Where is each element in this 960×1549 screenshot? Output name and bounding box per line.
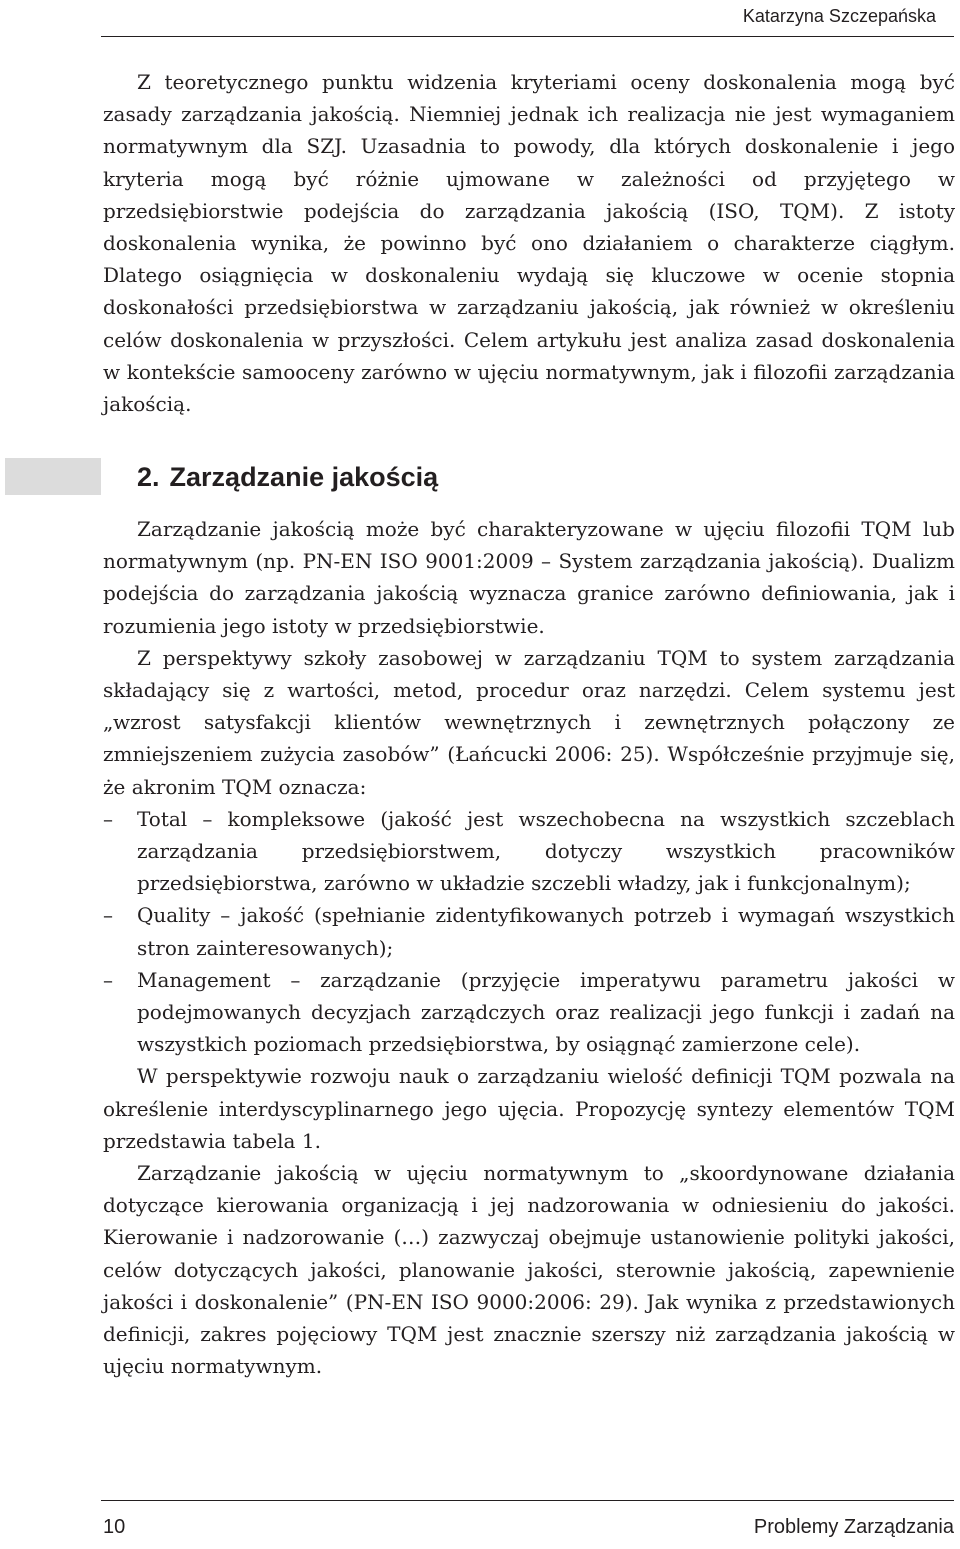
list-item xyxy=(103,964,955,1061)
list-dash: – xyxy=(103,967,113,992)
header-rule xyxy=(101,36,954,37)
list-dash: – xyxy=(103,806,113,831)
tqm-acronym-list xyxy=(103,803,955,1061)
section-paragraph: Zarządzanie jakością w ujęciu normatywnym to „skoordynowane działania dotyczące kierowania organizacją i jej nadzorowania w odniesieniu do jakości. Kierowanie i nadzorowanie (…) zazwyczaj obejmuje ustanowienie polityki jakości, celów dotyczących jakości, planowanie jakości, sterownie jakością, zapewnienie jakości i doskonalenie” (PN-EN ISO 9000:2006: 29). Jak wynika z przedstawionych definicji, zakres pojęciowy TQM jest znacznie szerszy niż zarządzania jakością w ujęciu normatywnym. xyxy=(103,1161,955,1379)
section-heading xyxy=(137,460,438,494)
intro-paragraph: Z teoretycznego punktu widzenia kryteriami oceny doskonalenia mogą być zasady zarządzania jakością. Niemniej jednak ich realizacja nie jest wymaganiem normatywnym dla SZJ. Uzasadnia to powody, dla których doskonalenie i jego kryteria mogą być różnie ujmowane w zależności od przyjętego w przedsiębiorstwie podejścia do zarządzania jakością (ISO, TQM). Z istoty doskonalenia wynika, że powinno być ono działaniem o charakterze ciągłym. Dlatego osiągnięcia w doskonaleniu wydają się kluczowe w ocenie stopnia doskonałości przedsiębiorstwa w zarządzaniu jakością, jak również w określeniu celów doskonalenia w przyszłości. Celem artykułu jest analiza zasad doskonalenia w kontekście samooceny zarówno w ujęciu normatywnym, jak i filozofii zarządzania jakością. xyxy=(103,70,955,417)
section-paragraph: Zarządzanie jakością może być charakteryzowane w ujęciu filozofii TQM lub normatywnym (np. PN-EN ISO 9001:2009 – System zarządzania jakością). Dualizm podejścia do zarządzania jakością wyznacza granice zarówno definiowania, jak i rozumienia jego istoty w przedsiębiorstwie. xyxy=(103,517,955,638)
section-paragraph: Z perspektywy szkoły zasobowej w zarządzaniu TQM to system zarządzania składający się z wartości, metod, procedur oraz narzędzi. Celem systemu jest „wzrost satysfakcji klientów wewnętrznych i zewnętrznych połączony ze zmniejszeniem zużycia zasobów” (Łańcucki 2006: 25). Współcześnie przyjmuje się, że akronim TQM oznacza: xyxy=(103,645,955,799)
section-title: Zarządzanie jakością xyxy=(169,462,439,492)
section-body xyxy=(103,513,955,1382)
list-item-text: Total – kompleksowe (jakość jest wszechobecna na wszystkich szczeblach zarządzania przedsiębiorstwem, dotyczy wszystkich pracowników przedsiębiorstwa, zarówno w układzie szczebli władzy, jak i funkcjonalnym); xyxy=(137,806,955,896)
list-item-text: Quality – jakość (spełnianie zidentyfikowanych potrzeb i wymagań wszystkich stron zainteresowanych); xyxy=(137,903,955,960)
list-item-text: Management – zarządzanie (przyjęcie imperatywu parametru jakości w podejmowanych decyzjach zarządczych oraz realizacji jego funkcji i zadań na wszystkich poziomach przedsiębiorstwa, by osiągnąć zamierzone cele). xyxy=(137,967,955,1057)
section-paragraph: W perspektywie rozwoju nauk o zarządzaniu wielość definicji TQM pozwala na określenie interdyscyplinarnego jego ujęcia. Propozycję syntezy elementów TQM przedstawia tabela 1. xyxy=(103,1064,955,1153)
running-header-author: Katarzyna Szczepańska xyxy=(742,6,936,26)
list-dash: – xyxy=(103,903,113,928)
list-item xyxy=(103,803,955,900)
footer-rule xyxy=(101,1500,954,1501)
page-number: 10 xyxy=(103,1516,126,1538)
section-number: 2. xyxy=(137,462,160,492)
journal-name: Problemy Zarządzania xyxy=(753,1516,954,1538)
intro-text-block xyxy=(103,66,955,420)
list-item xyxy=(103,899,955,963)
section-marker-bar xyxy=(5,458,101,495)
